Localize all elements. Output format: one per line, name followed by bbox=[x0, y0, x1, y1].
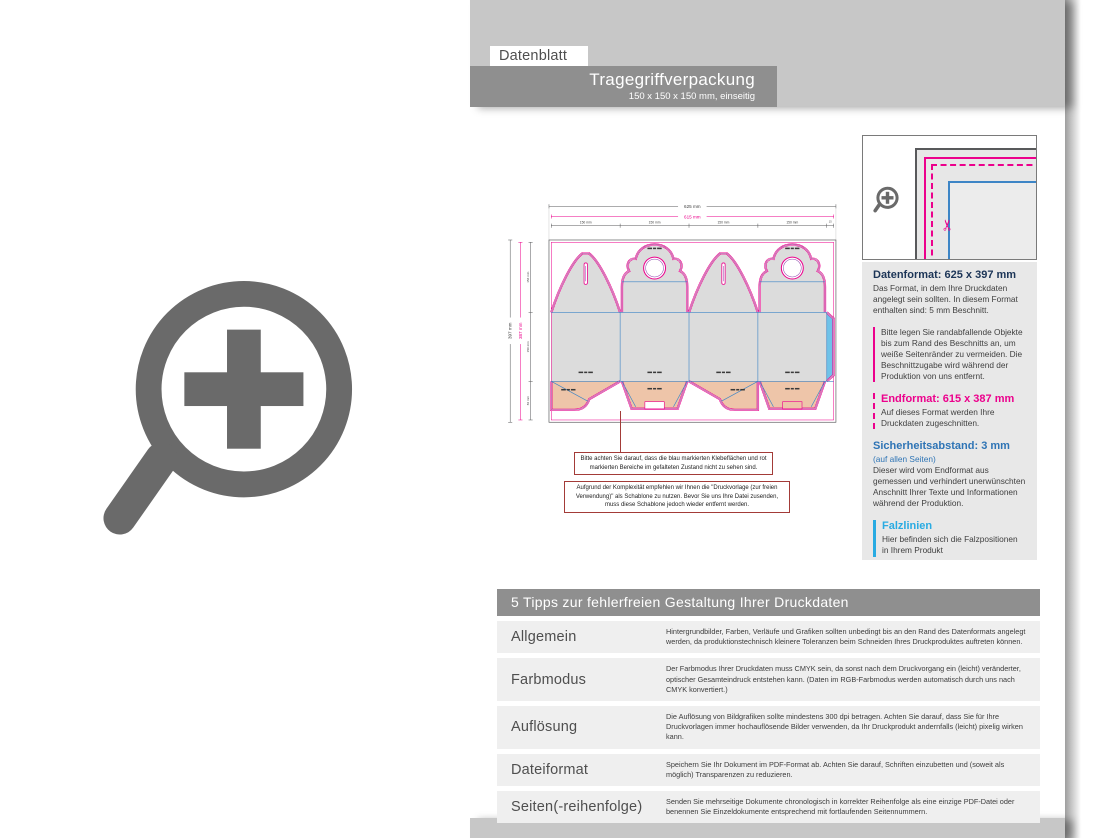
section-endformat bbox=[873, 393, 1026, 429]
corner-detail-box bbox=[862, 135, 1037, 260]
format-info-panel bbox=[862, 262, 1037, 560]
tip-text: Der Farbmodus Ihrer Druckdaten muss CMYK sein, da sonst nach dem Druckvorgang ein (leicht) veränderter, optischer Gesamteindruck entstehen kann. (Daten im RGB-Farbmodus werden automatisch durch uns nach CMYK konvertiert.) bbox=[666, 664, 1021, 694]
tip-label: Seiten(-reihenfolge) bbox=[511, 799, 643, 816]
endformat-body: Auf dieses Format werden Ihre Druckdaten zugeschnitten. bbox=[881, 407, 995, 429]
tip-row-seitenreihenfolge bbox=[497, 791, 1040, 823]
dieline-drawing bbox=[500, 196, 852, 436]
dim-final-height: 387 mm bbox=[517, 322, 523, 340]
scissors-icon: ✂ bbox=[939, 218, 957, 232]
note-connector-line bbox=[620, 411, 621, 452]
dim-body-height: 150 mm bbox=[525, 341, 530, 353]
tips-header: 5 Tipps zur fehlerfreien Gestaltung Ihrer Druckdaten bbox=[497, 589, 1040, 616]
dim-panel-width: 150 mm bbox=[786, 220, 799, 225]
tip-row-aufloesung bbox=[497, 706, 1040, 749]
dim-total-height: 397 mm bbox=[507, 322, 513, 340]
sicherheitsabstand-title: Sicherheitsabstand: 3 mm bbox=[873, 440, 1010, 453]
dim-panel-width: 150 mm bbox=[579, 220, 592, 225]
falzlinien-body: Hier befinden sich die Falzpositionen in Ihrem Produkt bbox=[882, 534, 1018, 556]
dim-panel-width: 150 mm bbox=[717, 220, 730, 225]
tip-label: Dateiformat bbox=[511, 761, 589, 778]
tip-label: Farbmodus bbox=[511, 671, 587, 688]
bleed-dashed-line bbox=[931, 164, 1037, 260]
sicherheitsabstand-subtitle: (auf allen Seiten) bbox=[873, 454, 936, 465]
format-corner-illustration bbox=[915, 148, 1037, 260]
datenformat-body: Das Format, in dem Ihre Druckdaten angelegt sein sollten. In diesem Format enthalten sind: 5 mm Beschnitt. bbox=[873, 283, 1018, 316]
tip-label: Allgemein bbox=[511, 629, 577, 646]
safety-line bbox=[948, 181, 1037, 260]
tip-row-allgemein bbox=[497, 621, 1040, 653]
dim-total-width: 625 mm bbox=[684, 204, 701, 210]
datasheet-page bbox=[470, 0, 1065, 838]
zoom-plus-icon-small bbox=[873, 186, 899, 214]
template-usage-note: Aufgrund der Komplexität empfehlen wir Ihnen die "Druckvorlage (zur freien Verwendung)" als Schablone zu nutzen. Bevor Sie uns Ihre Datei zusenden, muss diese Schablone jedoch wieder entfernt werden. bbox=[564, 481, 790, 513]
magnifier-handle bbox=[120, 459, 162, 519]
dim-final-width: 615 mm bbox=[684, 214, 701, 220]
tip-text: Senden Sie mehrseitige Dokumente chronologisch in korrekter Reihenfolge als eine einzige PDF-Datei oder benennen Sie Einzeldokumente entsprechend mit fortlaufenden Seitennummern. bbox=[666, 797, 1015, 817]
tip-row-dateiformat bbox=[497, 754, 1040, 786]
dim-top-height: 153 mm bbox=[525, 271, 530, 283]
dim-panel-width: 150 mm bbox=[648, 220, 661, 225]
section-datenformat bbox=[873, 269, 1026, 316]
title-bar bbox=[470, 66, 777, 107]
dim-bottom-height: 84 mm bbox=[525, 395, 530, 406]
section-bleed-note bbox=[873, 327, 1026, 382]
datenblatt-tab: Datenblatt bbox=[490, 46, 588, 66]
datenformat-title: Datenformat: 625 x 397 mm bbox=[873, 269, 1017, 281]
plus-vertical bbox=[227, 330, 261, 449]
tip-label: Auflösung bbox=[511, 719, 578, 736]
glue-warning-note: Bitte achten Sie darauf, dass die blau markierten Klebeflächen und rot markierten Bereiche im gefalteten Zustand nicht zu sehen sind. bbox=[574, 452, 773, 475]
tips-table bbox=[497, 589, 1040, 823]
falzlinien-title: Falzlinien bbox=[882, 520, 933, 533]
tip-row-farbmodus bbox=[497, 658, 1040, 701]
section-falzlinien bbox=[873, 520, 1026, 556]
page-right-shadow bbox=[1065, 0, 1081, 838]
page-subtitle: 150 x 150 x 150 mm, einseitig bbox=[628, 91, 755, 102]
page-title: Tragegriffverpackung bbox=[589, 70, 755, 89]
tip-text: Hintergrundbilder, Farben, Verläufe und Grafiken sollten unbedingt bis an den Rand des Datenformats angelegt werden, da produktionstechnisch kleinere Toleranzen beim Schneiden Ihres Druckproduktes auftreten können. bbox=[666, 627, 1026, 647]
dim-glue-width: 15 bbox=[828, 220, 832, 224]
section-sicherheitsabstand bbox=[873, 440, 1026, 509]
endformat-title: Endformat: 615 x 387 mm bbox=[881, 393, 1015, 406]
tip-text: Die Auflösung von Bildgrafiken sollte mindestens 300 dpi betragen. Achten Sie darauf, dass Sie für Ihre Druckvorlagen immer hochauflösende Bilder verwenden, da Ihr Druckprodukt andernfalls (leicht) pixelig wirken kann. bbox=[666, 712, 1023, 742]
sicherheitsabstand-body: Dieser wird vom Endformat aus gemessen und verhindert unerwünschten Anschnitt Ihrer Texte und Informationen während der Produktion. bbox=[873, 465, 1026, 509]
zoom-plus-icon[interactable] bbox=[100, 272, 358, 550]
tip-text: Speichern Sie Ihr Dokument im PDF-Format ab. Achten Sie darauf, Schriften einzubetten und (soweit als möglich) Transparenzen zu reduzieren. bbox=[666, 759, 1005, 779]
bleed-note-body: Bitte legen Sie randabfallende Objekte bis zum Rand des Beschnitts an, um weiße Seitenränder zu vermeiden. Die Beschnittzugabe wird während der Produktion von uns entfernt. bbox=[873, 327, 1026, 382]
